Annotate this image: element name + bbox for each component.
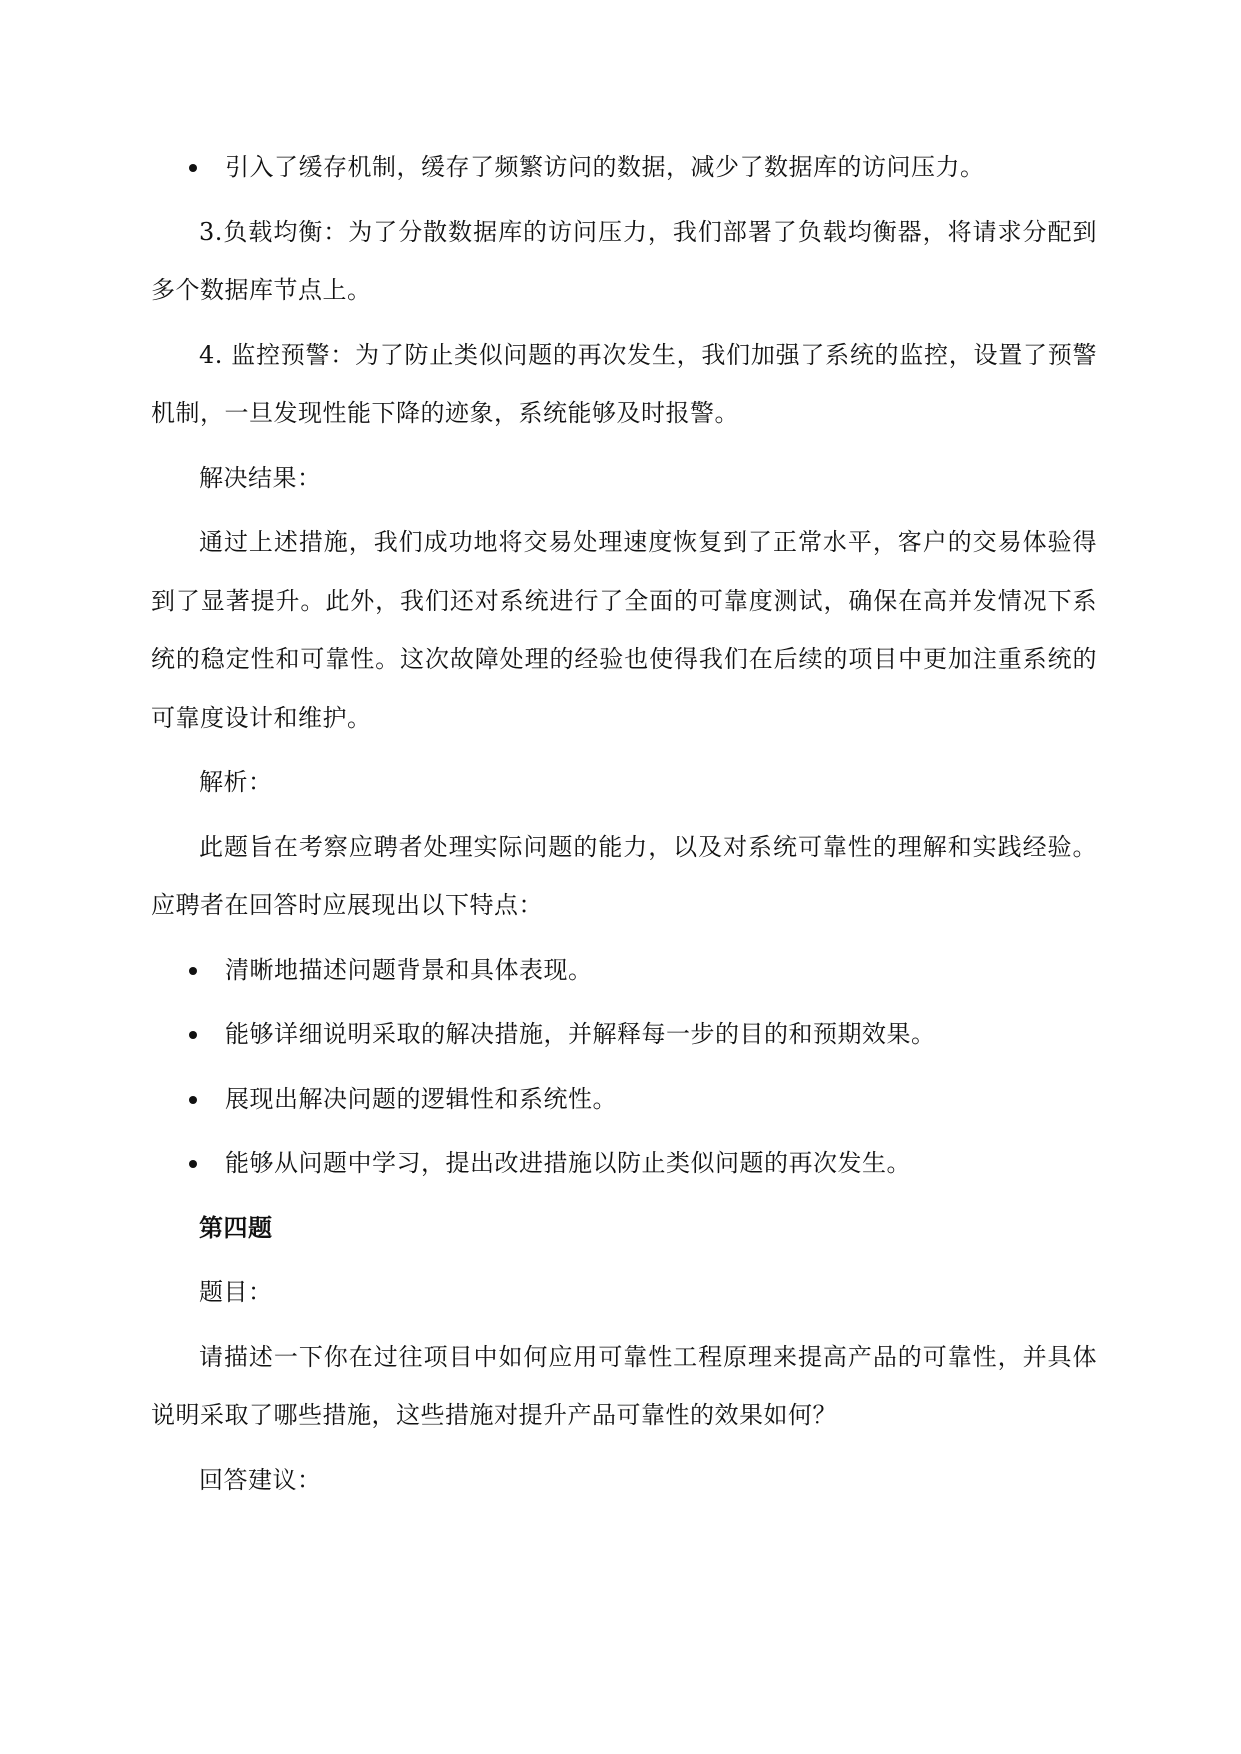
bullet-icon (189, 1096, 197, 1104)
paragraph-question: 请描述一下你在过往项目中如何应用可靠性工程原理来提高产品的可靠性，并具体说明采取了哪些措施，这些措施对提升产品可靠性的效果如何？ (151, 1342, 1097, 1429)
paragraph-load-balancing: 3.负载均衡：为了分散数据库的访问压力，我们部署了负载均衡器，将请求分配到多个数据库节点上。 (151, 217, 1097, 304)
section-heading: 第四题 (199, 1212, 273, 1242)
list-item (151, 1005, 1097, 1064)
label-analysis: 解析： (199, 768, 273, 796)
paragraph-analysis: 此题旨在考察应聘者处理实际问题的能力，以及对系统可靠性的理解和实践经验。应聘者在回答时应展现出以下特点： (151, 832, 1097, 919)
list-item (151, 1134, 1097, 1193)
list-item (151, 138, 1097, 197)
bullet-icon (189, 1031, 197, 1039)
list-item-text: 能够从问题中学习，提出改进措施以防止类似问题的再次发生。 (225, 1149, 911, 1177)
label-result: 解决结果： (199, 463, 322, 492)
list-item (151, 941, 1097, 1000)
paragraph-monitoring: 4. 监控预警：为了防止类似问题的再次发生，我们加强了系统的监控，设置了预警机制，一旦发现性能下降的迹象，系统能够及时报警。 (151, 340, 1097, 427)
bullet-icon (189, 164, 197, 172)
list-item-text: 展现出解决问题的逻辑性和系统性。 (225, 1084, 617, 1113)
label-answer-suggestion: 回答建议： (199, 1465, 322, 1494)
list-item-text: 引入了缓存机制，缓存了频繁访问的数据，减少了数据库的访问压力。 (225, 153, 985, 181)
label-question: 题目： (199, 1278, 273, 1306)
bullet-icon (189, 967, 197, 975)
document-body (151, 138, 1097, 1515)
list-item (151, 1070, 1097, 1129)
paragraph-result: 通过上述措施，我们成功地将交易处理速度恢复到了正常水平，客户的交易体验得到了显著提升。此外，我们还对系统进行了全面的可靠度测试，确保在高并发情况下系统的稳定性和可靠性。这次故障处理的经验也使得我们在后续的项目中更加注重系统的可靠度设计和维护。 (151, 528, 1097, 732)
list-item-text: 能够详细说明采取的解决措施，并解释每一步的目的和预期效果。 (225, 1020, 936, 1048)
bullet-icon (189, 1160, 197, 1168)
list-item-text: 清晰地描述问题背景和具体表现。 (225, 955, 593, 984)
